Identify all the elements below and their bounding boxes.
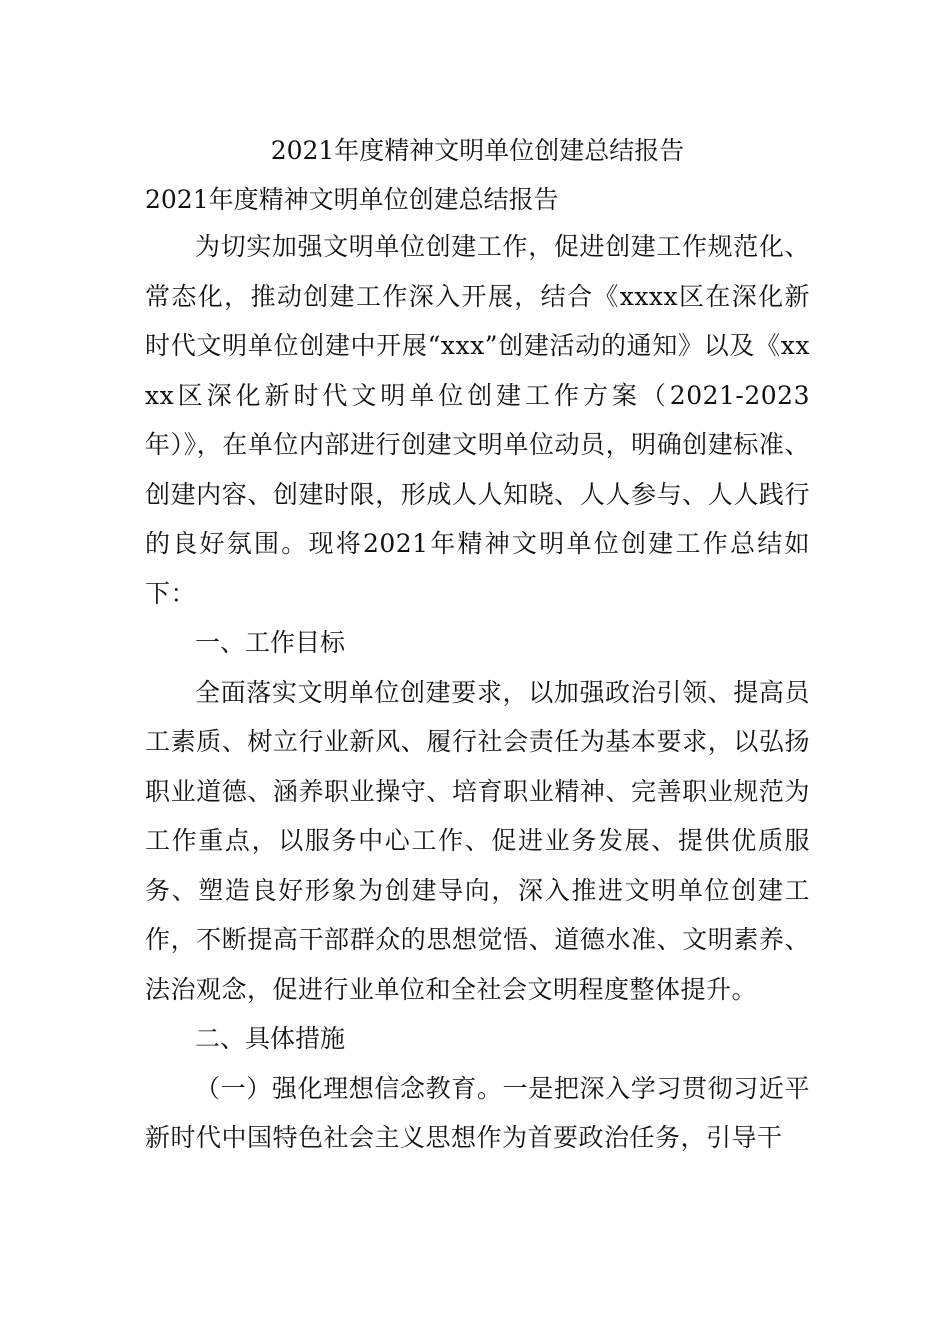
measures-item-1: （一）强化理想信念教育。一是把深入学习贯彻习近平新时代中国特色社会主义思想作为首要政治任务，引导干 bbox=[145, 1073, 810, 1152]
document-title: 2021年度精神文明单位创建总结报告 bbox=[270, 136, 685, 165]
section-heading-goals: 一、工作目标 bbox=[195, 628, 346, 657]
section-heading-measures: 二、具体措施 bbox=[195, 1024, 346, 1053]
intro-paragraph: 为切实加强文明单位创建工作，促进创建工作规范化、常态化，推动创建工作深入开展，结合《xxxx区在深化新时代文明单位创建中开展“xxx”创建活动的通知》以及《xxxx区深化新时代文明单位创建工作方案（2021-2023年）》，在单位内部进行创建文明单位动员，明确创建标准、创建内容、创建时限，形成人人知晓、人人参与、人人践行的良好氛围。现将2021年精神文明单位创建工作总结如下： bbox=[145, 232, 810, 608]
document-body bbox=[145, 128, 810, 1163]
document-subtitle: 2021年度精神文明单位创建总结报告 bbox=[145, 185, 559, 214]
goals-paragraph: 全面落实文明单位创建要求，以加强政治引领、提高员工素质、树立行业新风、履行社会责任为基本要求，以弘扬职业道德、涵养职业操守、培育职业精神、完善职业规范为工作重点，以服务中心工作、促进业务发展、提供优质服务、塑造良好形象为创建导向，深入推进文明单位创建工作，不断提高干部群众的思想觉悟、道德水准、文明素养、法治观念，促进行业单位和全社会文明程度整体提升。 bbox=[145, 677, 810, 1004]
